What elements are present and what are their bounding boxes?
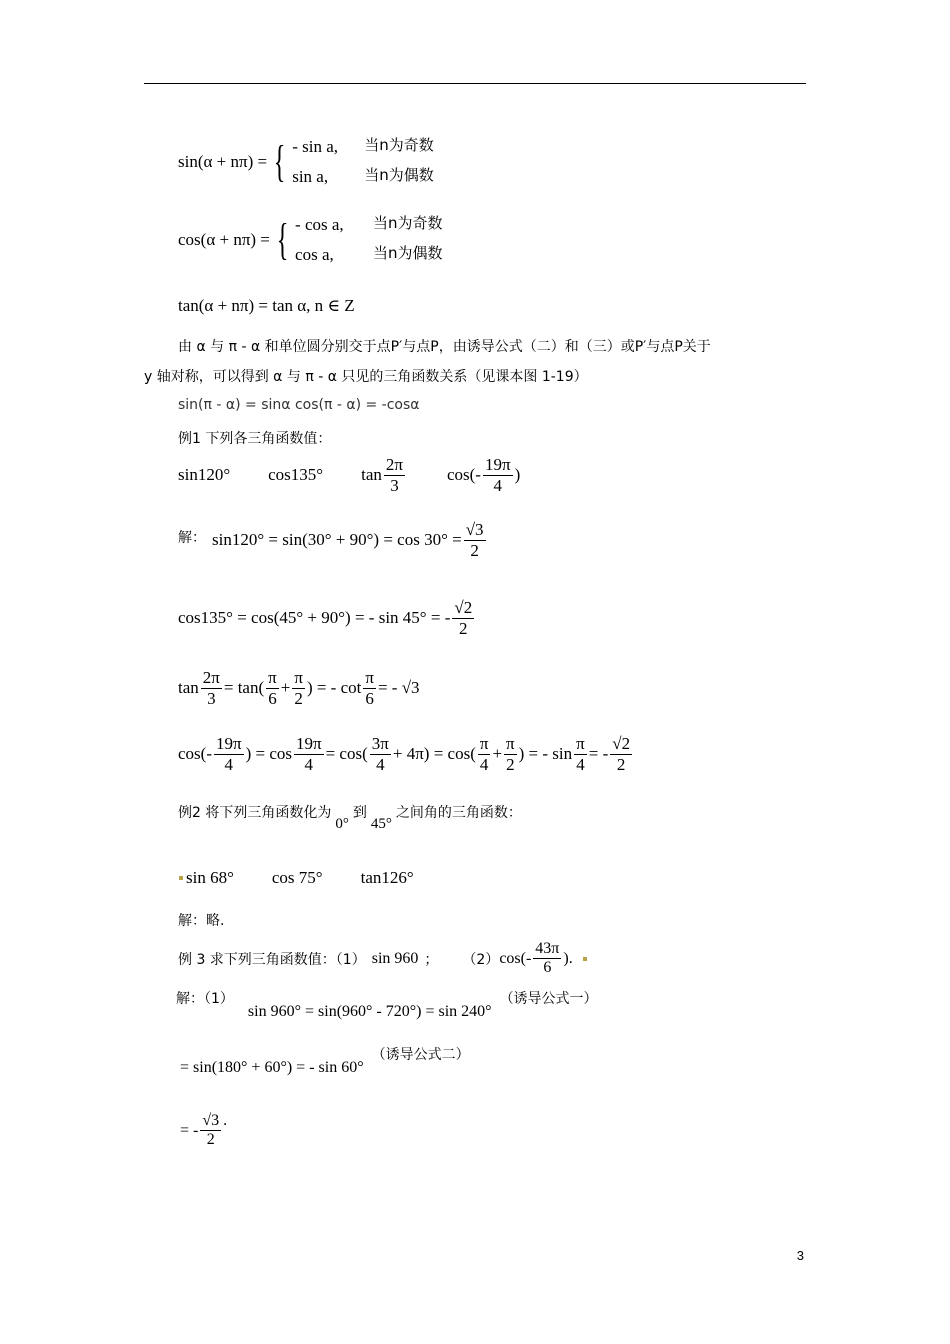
ex1-s4-f1d: 4 <box>224 754 234 774</box>
ex1-s4-f7n: √2 <box>612 734 631 753</box>
cos-formula <box>178 210 443 270</box>
ex1-s2-den: 2 <box>459 618 468 638</box>
ex1-s3-f1d: 3 <box>207 688 216 708</box>
ex1-q4-prefix: cos(- <box>446 465 481 485</box>
ex1-s1-text: sin120° = sin(30° + 90°) = cos 30° = <box>212 530 462 550</box>
ex2-title-b: 到 <box>352 805 367 821</box>
ex1-q1: sin120° <box>178 465 231 485</box>
ex1-s3-c: + <box>280 678 291 698</box>
ex1-s3-f3n: π <box>294 668 303 687</box>
para-line1: 由 α 与 π - α 和单位圆分别交于点P′与点P，由诱导公式（二）和（三）或P′与点P关于 <box>178 339 711 355</box>
ex1-s1-num: √3 <box>465 520 484 539</box>
ex1-s4-f3n: 3π <box>371 734 389 753</box>
ex3-q2-num: 43π <box>533 940 561 959</box>
ex1-s3-f2n: π <box>268 668 277 687</box>
cos-case1: - cos a, <box>295 215 344 234</box>
ex1-s4-f4d: 4 <box>479 754 489 774</box>
ex1-q3-num: 2π <box>385 455 403 474</box>
ex1-s3-e: = - √3 <box>377 678 420 698</box>
ex3-q2-label: （2） <box>462 951 500 968</box>
ex3-title <box>178 940 590 978</box>
ex3-s3-den: 2 <box>206 1131 215 1149</box>
ex3-q2-a: cos(- <box>499 949 532 967</box>
ex1-s4-f1n: 19π <box>215 734 242 753</box>
ex1-s4-b: ) = cos <box>245 744 292 764</box>
ex3-s2 <box>180 1047 470 1076</box>
ex1-s4 <box>178 734 634 774</box>
ex2-title-c: 之间角的三角函数： <box>395 805 522 821</box>
ex1-s3-f4d: 6 <box>365 688 374 708</box>
ex3-q1: sin 960 <box>371 949 419 967</box>
ex3-q2-den: 6 <box>543 959 552 977</box>
ex1-s4-d: + 4π) = cos( <box>392 744 476 764</box>
ex1-s3-b: = tan( <box>223 678 265 698</box>
ex3-s1-text: sin 960° = sin(960° - 720°) = sin 240° <box>247 1003 492 1020</box>
ex1-s4-f7d: 2 <box>616 754 626 774</box>
ex1-q4-num: 19π <box>484 455 511 474</box>
ex3-s2-note: （诱导公式二） <box>371 1047 470 1063</box>
ex1-sol-label: 解： <box>178 530 206 546</box>
ex1-s3-f3d: 2 <box>294 688 303 708</box>
ex1-q3-prefix: tan <box>361 465 382 485</box>
ex1-s4-f2d: 4 <box>304 754 314 774</box>
ex1-s4-f4n: π <box>479 734 489 753</box>
ex1-s4-f2n: 19π <box>296 734 322 753</box>
ex2-q3: tan126° <box>360 868 414 887</box>
ex3-sol-label: 解：（1） <box>176 991 234 1007</box>
ex3-s1 <box>176 991 598 1020</box>
marker-icon <box>179 876 183 880</box>
ex1-questions <box>178 455 520 495</box>
ex1-s3-f4n: π <box>365 668 374 687</box>
ex2-q1: sin 68° <box>186 868 234 887</box>
ex3-q2-b: ). <box>563 949 573 967</box>
ex1-s3 <box>178 668 420 708</box>
ex1-s3-f2d: 6 <box>268 688 277 708</box>
ex3-s3-num: √3 <box>200 1112 221 1131</box>
ex3-semi: ； <box>424 951 439 968</box>
ex1-s4-f5d: 2 <box>506 754 515 774</box>
ex2-sol: 解：略. <box>178 913 225 929</box>
ex1-q4-den: 4 <box>493 475 503 495</box>
ex1-title: 例1 下列各三角函数值： <box>178 431 332 447</box>
ex1-s3-a: tan <box>178 678 199 698</box>
ex2-v45: 45° <box>370 815 392 832</box>
ex1-s4-e: + <box>492 744 503 764</box>
brace-icon: { <box>276 214 289 264</box>
ex3-s2-text: = sin(180° + 60°) = - sin 60° <box>180 1059 364 1076</box>
ex1-s4-f: ) = - sin <box>518 744 573 764</box>
ex3-s3-end: . <box>223 1111 228 1129</box>
cos-case1-cond: 当n为奇数 <box>373 214 443 232</box>
ex1-q2: cos135° <box>268 465 324 485</box>
sin-case1-cond: 当n为奇数 <box>364 136 434 154</box>
sin-lhs: sin(α + nπ) = <box>178 151 268 171</box>
ex1-q3-den: 3 <box>390 475 399 495</box>
ex2-title <box>178 802 522 832</box>
ex1-s1 <box>212 520 488 560</box>
ex1-s4-f5n: π <box>506 734 515 753</box>
ex1-s3-d: ) = - cot <box>306 678 362 698</box>
cos-case2-cond: 当n为偶数 <box>373 243 443 262</box>
cos-lhs: cos(α + nπ) = <box>178 229 270 249</box>
ex1-s4-f3d: 4 <box>376 754 385 774</box>
ex1-s4-f6d: 4 <box>576 754 585 774</box>
ex1-s4-f6n: π <box>576 734 585 753</box>
ex1-s2-num: √2 <box>454 598 473 617</box>
ex1-s2-text: cos135° = cos(45° + 90°) = - sin 45° = - <box>178 608 451 628</box>
ex1-s2 <box>178 598 476 638</box>
ex1-s4-g: = - <box>588 744 609 764</box>
ex2-v0: 0° <box>335 815 349 832</box>
ex3-s3 <box>180 1112 227 1150</box>
ex2-q2: cos 75° <box>271 868 323 887</box>
ex3-title-text: 例 3 求下列三角函数值：（1） <box>178 951 366 968</box>
page-number: 3 <box>796 1248 804 1263</box>
ex3-s3-text: = - <box>180 1121 199 1139</box>
ex2-questions <box>176 868 414 888</box>
marker-icon <box>583 957 587 961</box>
para-line3: sin(π - α) = sinα cos(π - α) = -cosα <box>178 397 420 413</box>
para-line2: y 轴对称，可以得到 α 与 π - α 只见的三角函数关系（见课本图 1-19） <box>144 369 588 385</box>
cos-case2: cos a, <box>295 244 334 264</box>
ex2-title-a: 例2 将下列三角函数化为 <box>178 805 332 821</box>
ex1-s3-f1n: 2π <box>202 668 220 687</box>
ex1-s4-c: = cos( <box>325 744 368 764</box>
sin-formula <box>178 132 434 192</box>
ex1-q4-suffix: ) <box>514 465 521 485</box>
sin-case2-cond: 当n为偶数 <box>364 165 434 184</box>
ex1-s1-den: 2 <box>470 540 479 560</box>
sin-case1: - sin a, <box>292 137 338 156</box>
tan-formula: tan(α + nπ) = tan α, n ∈ Z <box>178 296 355 315</box>
ex1-s4-a: cos(- <box>178 744 212 764</box>
header-rule <box>144 83 806 84</box>
sin-case2: sin a, <box>292 166 329 186</box>
brace-icon: { <box>273 136 286 186</box>
ex3-s1-note: （诱导公式一） <box>499 991 598 1007</box>
